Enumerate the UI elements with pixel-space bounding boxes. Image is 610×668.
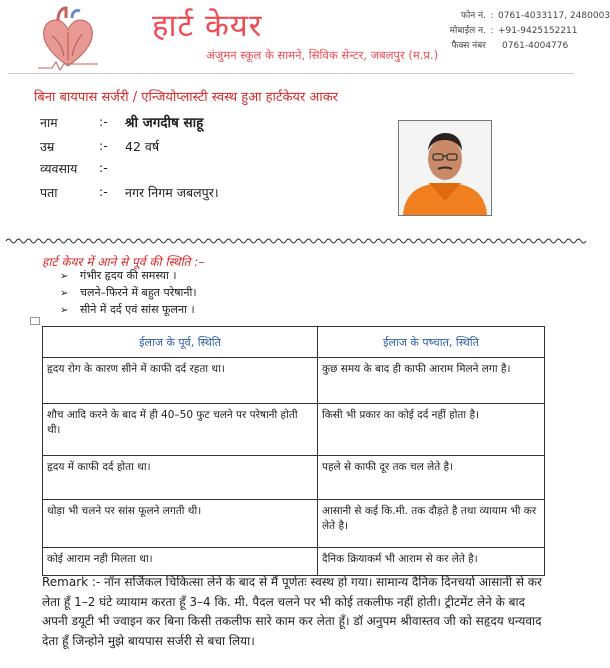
table-row	[43, 358, 545, 404]
table-cell: आसानी से कई कि.मी. तक दौड़ते है तथा व्यायाम भी कर लेते है।	[318, 500, 545, 548]
table-header-after: ईलाज के पष्चात, स्थिति	[318, 327, 545, 358]
arrow-right-icon: ➢	[60, 271, 69, 282]
table-row	[43, 548, 545, 576]
brand-title: हार्ट केयर	[152, 8, 263, 44]
field-label-occupation: व्यवसाय	[40, 161, 78, 176]
wavy-divider	[6, 231, 586, 241]
list-item-text: गंभीर हृदय की समस्या ।	[80, 269, 177, 282]
contact-fax	[424, 38, 568, 51]
table-cell: पहले से काफी दूर तक चल लेते है।	[318, 456, 545, 500]
contact-value: 0761-4033117, 2480003	[498, 11, 610, 21]
field-separator: :-	[99, 138, 108, 153]
list-item	[60, 268, 177, 283]
contact-label: फोन नं.	[461, 11, 486, 21]
patient-name: श्री जगदीष साहू	[125, 115, 204, 131]
field-separator: :-	[99, 160, 108, 175]
remark-text: नॉन सर्जिकल चिकित्सा लेने के बाद से मैं पूर्णतः स्वस्थ हो गया। सामान्य दैनिक दिनचर्या आसानी से कर लेता हूँ 1–2 घंटे व्यायाम करता हूँ 3–4 कि. मी. पैदल चलने पर भी कोई तकलीफ नहीं होती। ट्रीटमेंट लेने के बाद अपनी डयूटी भी ज्वाइन कर बिना किसी तकलीफ सारे काम कर लेता हूँ। डॉ अनुपम श्रीवास्तव जी को सहृदय धन्यवाद देता हूँ जिन्होने मुझे बायपास सर्जरी से बचा लिया।	[42, 575, 542, 648]
before-after-table	[42, 326, 545, 576]
field-separator: :-	[99, 184, 108, 199]
table-anchor-icon	[30, 317, 40, 325]
list-item-text: चलने–फिरने में बहुत परेषानी।	[80, 286, 197, 299]
table-row	[43, 404, 545, 456]
brand-address: अंजुमन स्कूल के सामने, सिविक सेन्टर, जबलपुर (म.प्र.)	[206, 48, 439, 62]
table-cell: कोई आराम नही मिलता था।	[43, 548, 318, 576]
remark-paragraph	[42, 573, 554, 651]
table-row	[43, 500, 545, 548]
contact-mobile	[424, 23, 578, 36]
field-label-age: उम्र	[40, 139, 55, 154]
headline: बिना बायपास सर्जरी / एन्जियोप्लास्टी स्वस्थ हुआ हार्टकेयर आकर	[34, 90, 339, 105]
header-divider	[8, 73, 574, 74]
field-label-name: नाम	[40, 115, 58, 130]
contact-label: मोबाईल न.	[449, 26, 486, 36]
field-label-address: पता	[40, 185, 58, 200]
contact-value: +91-9425152211	[498, 26, 578, 36]
table-cell: शौच आदि करने के बाद में ही 40–50 फुट चलने पर परेषानी होती थी।	[43, 404, 318, 456]
table-header-before: ईलाज के पूर्व, स्थिति	[43, 327, 318, 358]
table-cell: थोड़ा भी चलने पर सांस फूलने लगती थी।	[43, 500, 318, 548]
contact-phone	[424, 8, 610, 21]
list-item	[60, 302, 195, 317]
arrow-right-icon: ➢	[60, 305, 69, 316]
patient-photo	[398, 120, 492, 216]
remark-label: Remark :-	[42, 575, 101, 589]
patient-age: 42 वर्ष	[125, 139, 160, 154]
table-cell: किसी भी प्रकार का कोई दर्द नहीं होता है।	[318, 404, 545, 456]
list-item	[60, 285, 197, 300]
table-cell: कुछ समय के बाद ही काफी आराम मिलने लगा है।	[318, 358, 545, 404]
table-header-row	[43, 327, 545, 358]
heart-anatomy-icon	[38, 6, 98, 72]
table-cell: दैनिक क्रियाकर्म भी आराम से कर लेते है।	[318, 548, 545, 576]
table-cell: हृदय रोग के कारण सीने में काफी दर्द रहता था।	[43, 358, 318, 404]
contact-separator: :	[490, 26, 494, 36]
contact-separator: :	[490, 11, 494, 21]
arrow-right-icon: ➢	[60, 288, 69, 299]
table-row	[43, 456, 545, 500]
table-cell: हृदय में काफी दर्द होता था।	[43, 456, 318, 500]
list-item-text: सीने में दर्द एवं सांस फूलना ।	[80, 303, 195, 316]
contact-label: फैक्स नंबर	[451, 41, 486, 51]
patient-address: नगर निगम जबलपुर।	[125, 185, 219, 200]
contact-value: 0761-4004776	[502, 41, 569, 51]
before-condition-title: हार्ट केयर में आने से पूर्व की स्थिति :–	[42, 255, 205, 269]
field-separator: :-	[99, 114, 108, 129]
